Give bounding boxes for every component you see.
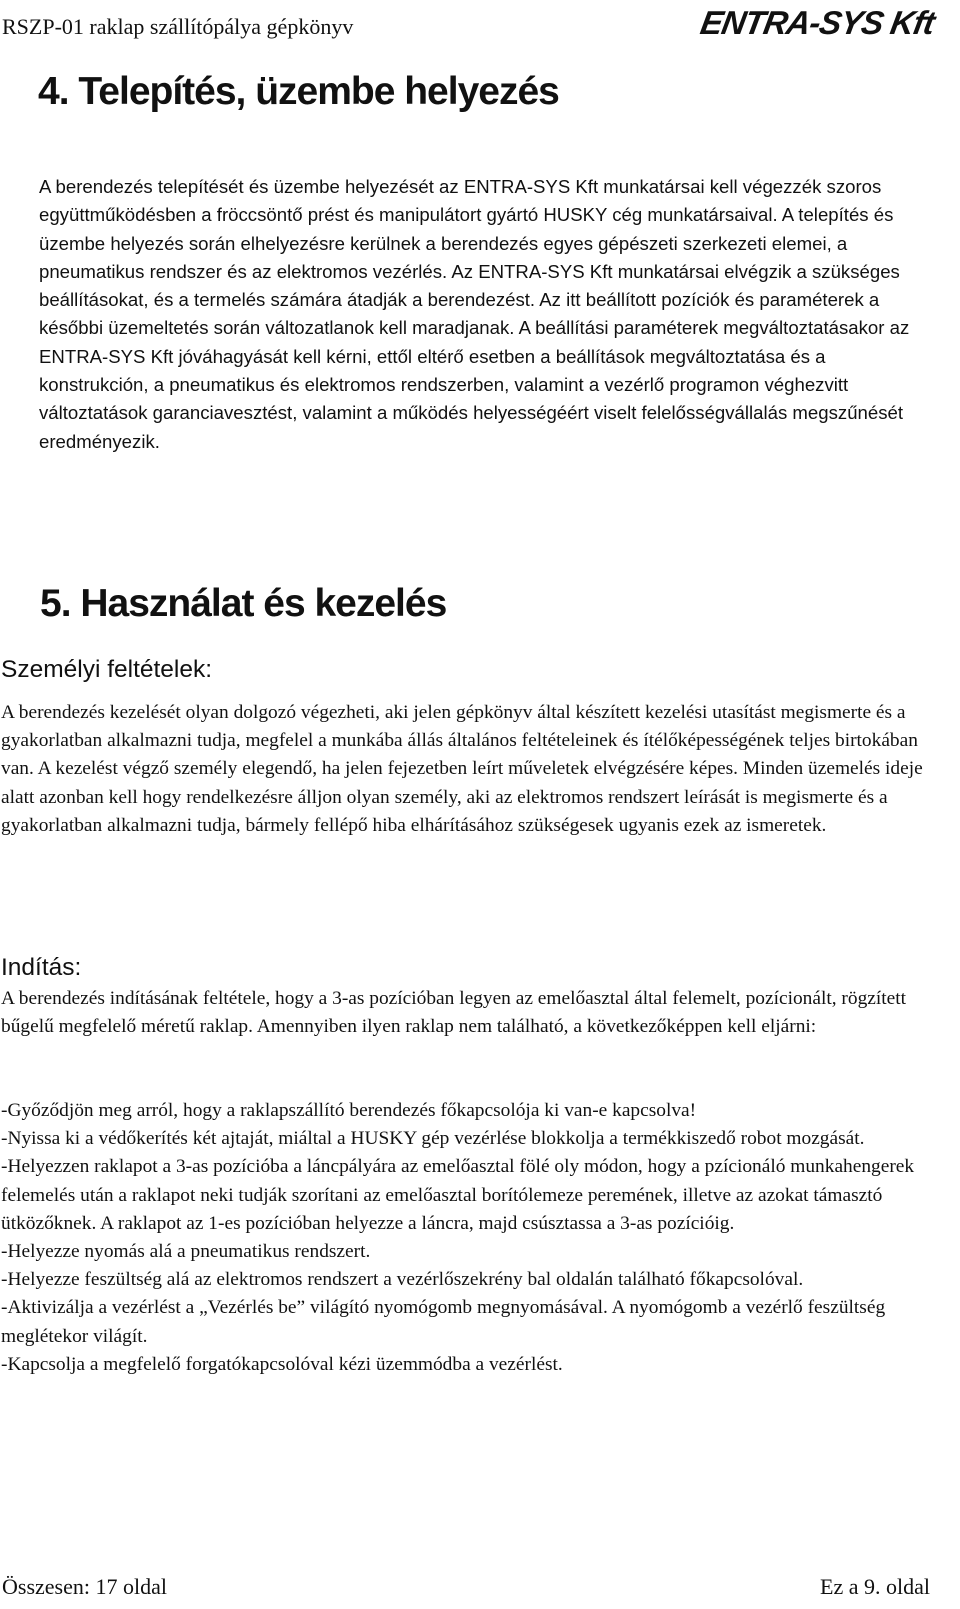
- start-steps-list: [1, 1097, 936, 1379]
- start-heading: Indítás:: [1, 954, 82, 981]
- section-4-heading: 4. Telepítés, üzembe helyezés: [38, 70, 559, 113]
- personal-requirements-paragraph: A berendezés kezelését olyan dolgozó végezheti, aki jelen gépkönyv által készített kezelési utasítást megismerte és a gyakorlatban alkalmazni tudja, megfelel a munkába állás általános feltételeinek és ítélőképességének teljes birtokában van. A kezelést végző személy elegendő, ha jelen fejezetben leírt műveletek elvégzésére képes. Minden üzemelés ideje alatt azonban kell hogy rendelkezésre álljon olyan személy, aki az elektromos rendszert leírását is megismerte és a gyakorlatban alkalmazni tudja, bármely fellépő hiba elhárításához szükségesek ugyanis ezek az ismeretek.: [1, 702, 923, 836]
- total-pages: Összesen: 17 oldal: [2, 1574, 167, 1599]
- list-item: -Helyezzen raklapot a 3-as pozícióba a láncpályára az emelőasztal fölé oly módon, hogy a pzícionáló munkahengerek felemelés után a raklapot neki tudják szorítani az emelőasztal borítólemeze peremének, illetve az azokat támasztó ütközőknek. A raklapot az 1-es pozícióban helyezze a láncra, majd csúsztassa a 3-as pozícióig.: [1, 1156, 915, 1234]
- list-item: -Nyissa ki a védőkerítés két ajtaját, miáltal a HUSKY gép vezérlése blokkolja a termékkiszedő robot mozgását.: [1, 1128, 865, 1150]
- section-5-heading: 5. Használat és kezelés: [40, 582, 447, 625]
- list-item: -Kapcsolja a megfelelő forgatókapcsolóval kézi üzemmódba a vezérlést.: [1, 1353, 563, 1375]
- company-logo: ENTRA-SYS Kft: [698, 4, 938, 41]
- list-item: -Helyezze nyomás alá a pneumatikus rendszert.: [1, 1241, 371, 1263]
- document-title: RSZP-01 raklap szállítópálya gépkönyv: [2, 14, 354, 39]
- list-item: -Aktivizálja a vezérlést a „Vezérlés be” világító nyomógomb megnyomásával. A nyomógomb a vezérlő feszültség meglétekor világít.: [1, 1297, 886, 1347]
- list-item: -Győződjön meg arról, hogy a raklapszállító berendezés főkapcsolója ki van-e kapcsolva!: [1, 1100, 697, 1121]
- list-item: -Helyezze feszültség alá az elektromos rendszert a vezérlőszekrény bal oldalán található főkapcsolóval.: [1, 1269, 804, 1291]
- installation-paragraph: A berendezés telepítését és üzembe helyezését az ENTRA-SYS Kft munkatársai kell végezzék szoros együttműködésben a fröccsöntő prést és manipulátort gyártó HUSKY cég munkatársaival. A telepítés és üzembe helyezés során elhelyezésre kerülnek a berendezés egyes gépészeti szerkezeti elemei, a pneumatikus rendszer és az elektromos vezérlés. Az ENTRA-SYS Kft munkatársai elvégzik a szükséges beállításokat, és a termelés számára átadják a berendezést. Az itt beállított pozíciók és paraméterek a későbbi üzemeltetés során változatlanok kell maradjanak. A beállítási paraméterek megváltoztatásakor az ENTRA-SYS Kft jóváhagyását kell kérni, ettől eltérő esetben a beállítások megváltoztatása és a konstrukción, a pneumatikus és elektromos rendszerben, valamint a vezérlő programon véghezvitt változtatások garanciavesztést, valamint a működés helyességéért viselt felelősségvállalás megszűnését eredményezik.: [39, 176, 910, 452]
- start-paragraph: A berendezés indításának feltétele, hogy a 3-as pozícióban legyen az emelőasztal által felemelt, pozícionált, rögzített bűgelű megfelelő méretű raklap. Amennyiben ilyen raklap nem található, a következőképpen kell eljárni:: [1, 988, 907, 1038]
- personal-requirements-heading: Személyi feltételek:: [1, 656, 213, 683]
- page-number: Ez a 9. oldal: [820, 1574, 930, 1599]
